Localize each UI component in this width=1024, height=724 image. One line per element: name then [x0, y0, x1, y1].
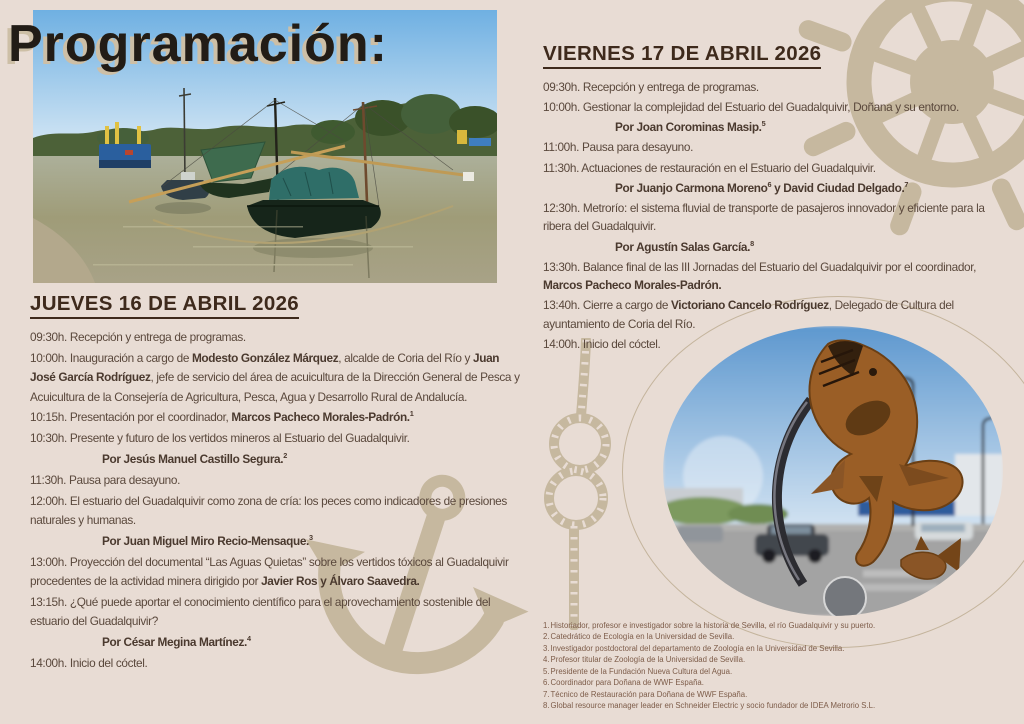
schedule-item: 09:30h. Recepción y entrega de programas. [543, 80, 759, 94]
footnote-item: 2.Catedrático de Ecología en la Universidad de Sevilla. [543, 632, 735, 642]
rope-knot-icon [538, 338, 618, 630]
footnote-item: 7.Técnico de Restauración para Doñana de WWF España. [543, 689, 748, 699]
section-title-jueves: JUEVES 16 DE ABRIL 2026 [30, 292, 299, 319]
section-title-viernes: VIERNES 17 DE ABRIL 2026 [543, 42, 821, 69]
footnote-item: 3.Investigador postdoctoral del departamento de Zoología en la Universidad de Sevilla. [543, 643, 845, 653]
left-column [30, 292, 522, 675]
schedule-item: 12:00h. El estuario del Guadalquivir como zona de cría: los peces como indicadores de presiones naturales y humanas. [30, 493, 507, 528]
schedule-item: Por Jesús Manuel Castillo Segura.$^2$ [102, 451, 287, 467]
schedule-item: 11:30h. Actuaciones de restauración en el Estuario del Guadalquivir. [543, 160, 876, 175]
footnote-item: 6.Coordinador para Doñana de WWF España. [543, 678, 704, 688]
schedule-item: 13:30h. Balance final de las III Jornadas del Estuario del Guadalquivir por el coordinador, Marcos Pacheco Morales-Padrón. [543, 259, 977, 293]
footnotes [543, 621, 1013, 713]
schedule-item: 10:30h. Presente y futuro de los vertidos mineros al Estuario del Guadalquivir. [30, 431, 410, 446]
schedule-item: 13:00h. Proyección del documental “Las Aguas Quietas” sobre los vertidos tóxicos al Guadalquivir procedentes de la actividad minera dirigido por Javier Ros y Álvaro Saavedra. [30, 554, 509, 589]
schedule-item: 11:00h. Pausa para desayuno. [543, 140, 694, 155]
schedule-item: 09:30h. Recepción y entrega de programas. [30, 330, 246, 344]
footnote-item: 5.Presidente de la Fundación Nueva Cultura del Agua. [543, 666, 733, 676]
right-column [543, 42, 1015, 355]
schedule-item: Por Juanjo Carmona Moreno$^6$ y David Ciudad Delgado.$^7$ [615, 179, 909, 195]
schedule-item: 14:00h. Inicio del cóctel. [30, 656, 148, 670]
page-title: Programación: [8, 15, 388, 73]
footnote-item: 8.Global resource manager leader en Schneider Electric y socio fundador de IDEA Metrorio S.L. [543, 701, 876, 711]
schedule-item: 10:15h. Presentación por el coordinador, Marcos Pacheco Morales-Padrón.$^1$ [30, 409, 414, 425]
schedule-item: Por Juan Miguel Miro Recio-Mensaque.$^3$ [102, 533, 313, 548]
schedule-item: Por César Megina Martínez.$^4$ [102, 634, 251, 650]
schedule-item: 10:00h. Inauguración a cargo de Modesto González Márquez, alcalde de Coria del Río y Juan José García Rodríguez, jefe de servicio del área de acuicultura de la Dirección General de Pesca y Acuicultura de la Consejería de Agricultura, Pesca, Agua y Desarrollo Rural de Andalucía. [30, 350, 520, 404]
schedule-item: Por Agustín Salas García.$^8$ [615, 238, 754, 254]
schedule-item: 14:00h. Inicio del cóctel. [543, 337, 661, 352]
schedule-item: Por Joan Corominas Masip.$^5$ [615, 119, 766, 135]
schedule-item: 13:40h. Cierre a cargo de Victoriano Cancelo Rodríguez, Delegado de Cultura del ayuntamiento de Coria del Río. [543, 298, 954, 331]
schedule-list-jueves [30, 328, 522, 673]
sculpture-photo [663, 326, 1003, 616]
schedule-item: 13:15h. ¿Qué puede aportar el conocimiento científico para el aprovechamiento sostenible del estuario del Guadalquivir? [30, 594, 491, 629]
schedule-item: 10:00h. Gestionar la complejidad del Estuario del Guadalquivir, Doñana y su entorno. [543, 100, 959, 115]
footnote-item: 4.Profesor titular de Zoología de la Universidad de Sevilla. [543, 655, 746, 665]
schedule-item: 12:30h. Metrorío: el sistema fluvial de transporte de pasajeros innovador y eficiente para la ribera del Guadalquivir. [543, 200, 985, 234]
schedule-list-viernes [543, 78, 1015, 354]
footnote-item: 1.Historiador, profesor e investigador sobre la historia de Sevilla, el río Guadalquivir y su puerto. [543, 621, 876, 630]
schedule-item: 11:30h. Pausa para desayuno. [30, 472, 181, 487]
